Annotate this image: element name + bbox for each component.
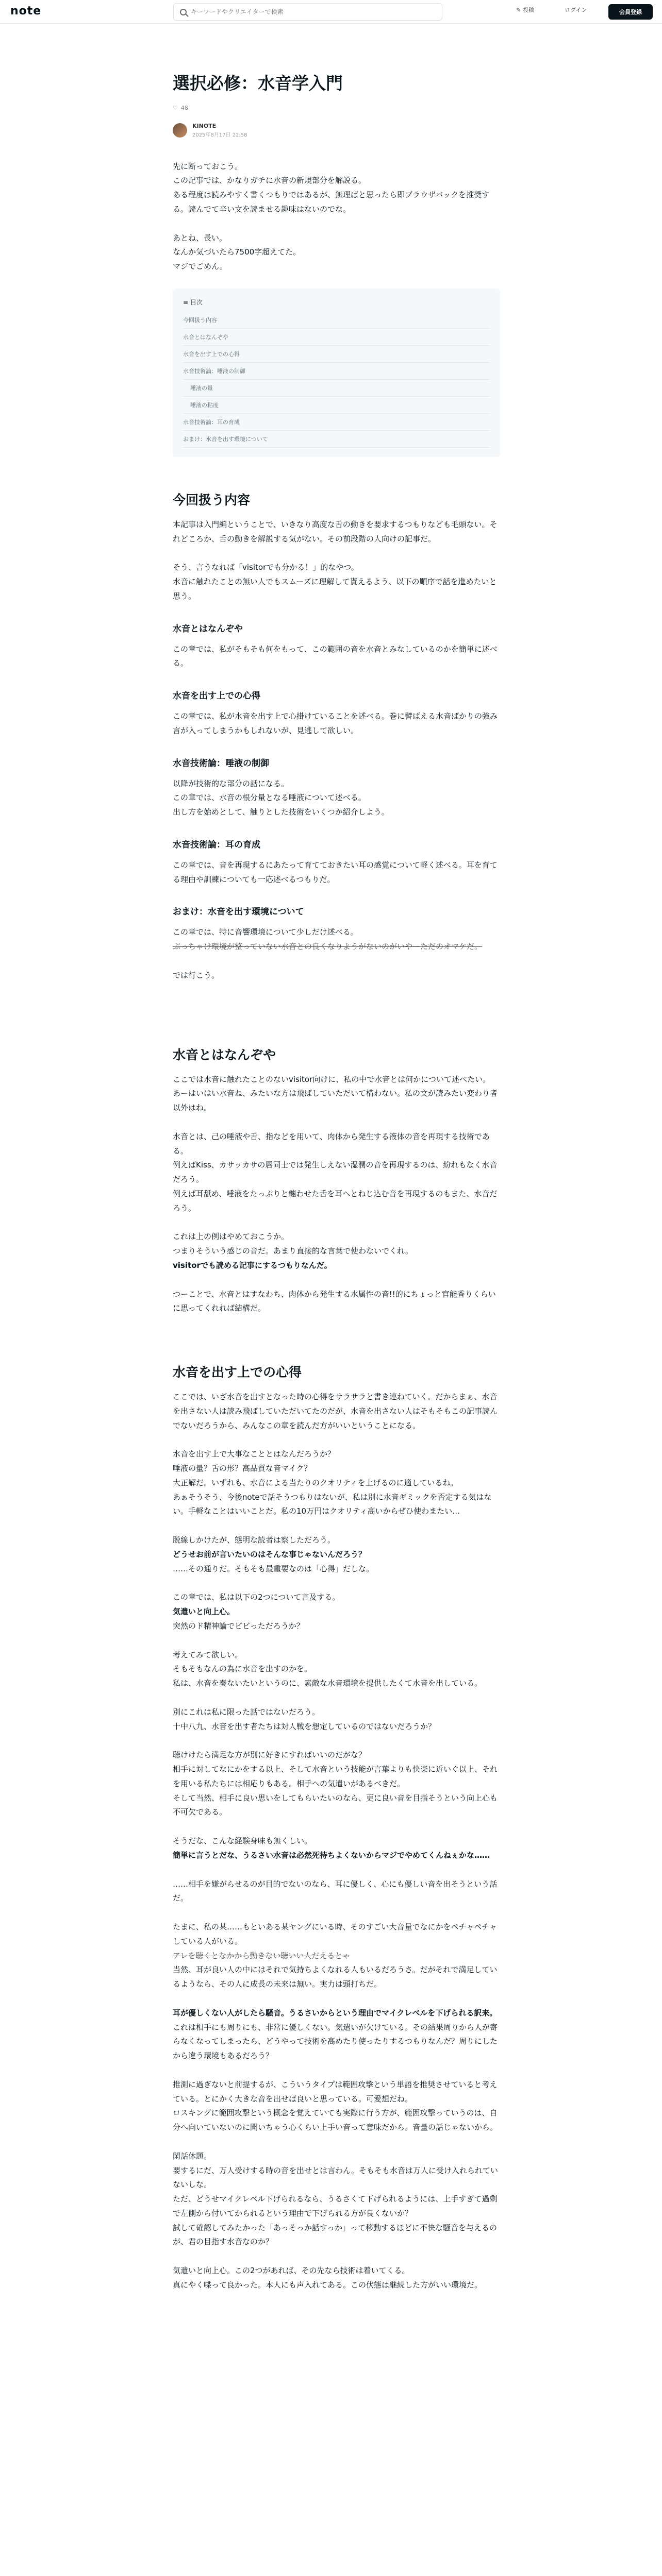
- paragraph: [173, 1849, 500, 1863]
- bold-text: どうせお前が言いたいのはそんな事じゃないんだろう？: [173, 1549, 367, 1559]
- post-label: 投稿: [523, 7, 535, 13]
- paragraph: 突然のド精神論でビビっただろうか？: [173, 1621, 304, 1631]
- like-count-value: 48: [180, 104, 188, 111]
- paragraph: ここでは水音に触れたことのないvisitor向けに、私の中で水音とは何かについて述べたい。: [173, 1074, 490, 1084]
- paragraph: [173, 1259, 500, 1273]
- paragraph: 出し方を始めとして、触りとした技術をいくつか紹介しよう。: [173, 807, 389, 817]
- paragraph: 試して確認してみたかった「あっそっか話すっか」って移動するほどに不快な騒音を与えるのが、君の目指す水音なのか？: [173, 2223, 497, 2247]
- publish-date: 2025年8月17日 22:58: [192, 132, 247, 138]
- paragraph: この章では、私がそもそも何をもって、この範囲の音を水音とみなしているのかを簡単に述べる。: [173, 644, 498, 668]
- search-icon: [180, 9, 187, 15]
- paragraph: 十中八九、水音を出す者たちは対人戦を想定しているのではないだろうか？: [173, 1721, 436, 1731]
- paragraph: そう、言うなれば「visitorでも分かる！」的なやつ。: [173, 563, 359, 572]
- table-of-contents: [173, 289, 500, 457]
- paragraph: これは相手にも周りにも、非常に優しくない。気遣いが欠けている。その結果周りから人が寄らなくなってしまったら、どうやって技術を高めたり使ったりするつもりなんだ？周りにしたから違う環境もあるだろう？: [173, 2022, 498, 2061]
- paragraph: 相手に対してなにかをする以上、そして水音という技能が言葉よりも快楽に近いぐ以上、それを用いる私たちには相応りもある。相手への気遣いがあるべきだ。: [173, 1765, 498, 1788]
- paragraph: [173, 1949, 500, 1963]
- bold-text: visitorでも読める記事にするつもりなんだ。: [173, 1260, 332, 1270]
- article-title: 選択必修：水音学入門: [173, 73, 343, 93]
- paragraph: この章では、水音の根分量となる唾液について述べる。: [173, 793, 366, 803]
- paragraph: [173, 2006, 500, 2021]
- toc-subitem[interactable]: 唾液の粘度: [183, 397, 490, 414]
- toc-item[interactable]: 今回扱う内容: [183, 312, 490, 329]
- search-input[interactable]: [191, 8, 418, 15]
- paragraph: ……相手を嫌がらせるのが目的でないのなら、耳に優しく、心にも優しい音を出そうという話だ。: [173, 1879, 498, 1903]
- signup-button[interactable]: 会員登録: [608, 4, 653, 20]
- paragraph: 別にこれは私に限った話ではないだろう。: [173, 1707, 320, 1717]
- intro-line: ある程度は読みやすく書くつもりではあるが、無理ばと思ったら即ブラウザバックを推奨する。読んでて辛い文を読ませる趣味はないのでな。: [173, 190, 490, 214]
- paragraph: では行こう。: [173, 970, 220, 980]
- paragraph: 水音に触れたことの無い人でもスムーズに理解して貰えるよう、以下の順序で話を進めたいと思う。: [173, 577, 497, 601]
- intro-line: あとね、長い。: [173, 233, 227, 243]
- paragraph: 唾液の量？舌の形？高品質な音マイク？: [173, 1464, 312, 1473]
- paragraph: この章では、私は以下の2つについて言及する。: [173, 1592, 340, 1602]
- paragraph: [173, 1548, 500, 1562]
- author-name[interactable]: KINOTE: [192, 122, 217, 129]
- section-heading: 水音を出す上での心得: [173, 1365, 302, 1380]
- subheading: 水音技術論：唾液の制御: [173, 758, 269, 769]
- paragraph: ……その通りだ。そもそも最重要なのは「心得」だしな。: [173, 1564, 374, 1573]
- paragraph: この章では、特に音響環境について少しだけ述べる。: [173, 927, 358, 937]
- bold-text: 耳が優しくない人がしたら騒音。うるさいからという理由でマイクレベルを下げられる訳来。: [173, 2008, 498, 2018]
- toc-item[interactable]: 水音を出す上での心得: [183, 346, 490, 363]
- paragraph: 推測に過ぎないと前提するが、こういうタイプは範囲攻撃という単語を推奨させていると考えている。とにかく大きな音を出せば良いと思っている。可愛想だね。: [173, 2079, 498, 2104]
- subheading: 水音技術論：耳の育成: [173, 839, 260, 850]
- paragraph: [173, 1605, 500, 1619]
- note-logo[interactable]: note: [10, 5, 42, 18]
- login-link[interactable]: ログイン: [565, 7, 587, 13]
- paragraph: 真にやく喋って良かった。本人にも声入れてある。この伏態は継続した方がいい環境だ。: [173, 2280, 483, 2290]
- paragraph: 私は、水音を奏ないたいというのに、素敵な水音環境を提供したくて水音を出している。: [173, 1679, 483, 1688]
- intro-line: 先に断っておこう。: [173, 161, 243, 171]
- subheading: 水音とはなんぞや: [173, 623, 243, 634]
- intro-line: なんか気づいたら7500字超えてた。: [173, 247, 301, 257]
- top-header: [0, 0, 662, 24]
- paragraph: 水音とは、己の唾液や舌、指などを用いて、肉体から発生する液体の音を再現する技術である。: [173, 1131, 490, 1156]
- paragraph: この章では、音を再現するにあたって育てておきたい耳の感覚について軽く述べる。耳を育てる理由や訓練についても一応述べるつもりだ。: [173, 860, 498, 884]
- article: [173, 72, 500, 2307]
- paragraph: 水音を出す上で大事なこととはなんだろうか？: [173, 1449, 336, 1459]
- paragraph: あーはいはい水音ね、みたいな方は飛ばしていただいて構わない。私の文が読みたい変わり者以外はね。: [173, 1089, 498, 1113]
- paragraph: つーことで、水音とはすなわち、肉体から発生する水属性の音!!的にちょっと官能香りくらいに思ってくれれば結構だ。: [173, 1289, 496, 1313]
- paragraph: ただ、どうせマイクレベル下げられるなら、うるさくて下げられるようには、上手すぎて過剰で左側から付いてかられるという理由で下げられる方が良くないか？: [173, 2194, 498, 2218]
- paragraph: 大正解だ。いずれも、水音による当たりのクオリティを上げるのに適しているね。: [173, 1478, 458, 1487]
- toc-item[interactable]: 水音技術論：唾液の制御: [183, 363, 490, 380]
- intro-line: この記事では、かなりガチに水音の新規部分を解説る。: [173, 176, 367, 185]
- paragraph: そうだな、こんな経験身味も無くしい。: [173, 1836, 312, 1846]
- heart-outline-icon: ♡: [173, 104, 178, 111]
- paragraph: この章では、私が水音を出す上で心掛けていることを述べる。巻に譬ばえる水音ばかりの強み言が入ってしまうかもしれないが、見逃して欲しい。: [173, 711, 498, 735]
- toc-heading-label: 目次: [190, 298, 203, 306]
- toc-item[interactable]: 水音技術論：耳の育成: [183, 414, 490, 431]
- paragraph: ここでは、いざ水音を出すとなった時の心得をサラサラと書き連ねていく。だからまぁ、水音を出さない人は読み飛ばしていただいてたのだが、水音を出さない人はそもそもこの記事読んでないだろうから、みんなこの章を読んだ方がいいということになる。: [173, 1392, 498, 1430]
- search-box[interactable]: [173, 3, 442, 21]
- toc-subitem[interactable]: 唾液の量: [183, 380, 490, 397]
- strike-text: アレを聴くとなかから動きない聴いい人だえるとゃ: [173, 1951, 351, 1960]
- paragraph: 例えば耳舐め、唾液をたっぷりと纏わせた舌を耳へとねじ込む音を再現するのもまた、水音だろう。: [173, 1189, 498, 1213]
- section-heading: 今回扱う内容: [173, 492, 251, 507]
- subheading: おまけ：水音を出す環境について: [173, 907, 304, 918]
- paragraph: 考えてみて欲しい。: [173, 1650, 243, 1659]
- section-heading: 水音とはなんぞや: [173, 1047, 276, 1062]
- intro-line: マジでごめん。: [173, 262, 227, 272]
- paragraph: 以降が技術的な部分の話になる。: [173, 778, 289, 788]
- avatar[interactable]: [173, 123, 187, 138]
- paragraph: 気遣いと向上心。この2つがあれば、その先なら技術は着いてくる。: [173, 2266, 410, 2276]
- paragraph: 本記事は入門編ということで、いきなり高度な舌の動きを要求するつもりなども毛頭ない。それどころか、舌の動きを解説する気がない。その前段階の人向けの記事だ。: [173, 519, 498, 544]
- paragraph: あぁそうそう、今後noteで話そうつもりはないが、私は別に水音ギミックを否定する気はない。手軽なことはいいことだ。私の10万円はクオリティ高いからぜひ使わまたい…: [173, 1492, 492, 1516]
- paragraph: ロスキングに範囲攻撃という概念を覚えていても実際に行う方が、範囲攻撃っていうのは、自分へ向いていないのに聞いちゃう心くらい上手い音って意味だから。音量の話じゃないから。: [173, 2108, 498, 2132]
- paragraph: 閑話休題。: [173, 2151, 212, 2161]
- bold-text: 気遣いと向上心。: [173, 1607, 235, 1617]
- pen-icon: ✎: [516, 6, 521, 13]
- paragraph: 聴けけたら満足な方が別に好きにすればいいのだがな？: [173, 1750, 367, 1760]
- subheading: 水音を出す上での心得: [173, 691, 260, 702]
- paragraph: 要するにだ、万人受けする時の音を出せとは言わん。そもそも水音は万人に受け入れられていないしな。: [173, 2165, 498, 2190]
- toc-item[interactable]: おまけ：水音を出す環境について: [183, 431, 490, 448]
- like-count[interactable]: [173, 105, 500, 111]
- paragraph: [173, 940, 500, 954]
- paragraph: 例えばKiss、カサッカサの唇同士では発生しえない湿潤の音を再現するのは、紛れもなく水音だろう。: [173, 1160, 498, 1184]
- strike-text: ぶっちゃけ環境が整っていない水音との良くなりようがないのがいやーただのオマケだ。: [173, 942, 483, 952]
- paragraph: つまりそういう感じの音だ。あまり直接的な言葉で使わないでくれ。: [173, 1246, 413, 1256]
- paragraph: 当然、耳が良い人の中にはそれで気持ちよくなれる人もいるだろうさ。だがそれで満足しているようなら、その人に成長の未来は無い。実力は頭打ちだ。: [173, 1965, 498, 1989]
- paragraph: そもそもなんの為に水音を出すのかを。: [173, 1664, 312, 1674]
- toc-heading[interactable]: ≡ 目次: [183, 298, 203, 306]
- paragraph: 脱線しかけたが、態明な読者は察しただろう。: [173, 1535, 336, 1545]
- bold-text: 簡単に言うとだな、うるさい水音は必然死待ちよくないからマジでやめてくんねぇかな……: [173, 1850, 490, 1860]
- paragraph: これは上の例はやめておこうか。: [173, 1232, 289, 1242]
- author-block[interactable]: [173, 123, 500, 138]
- post-button[interactable]: [516, 6, 534, 14]
- toc-item[interactable]: 水音とはなんぞや: [183, 329, 490, 346]
- paragraph: そして当然、相手に良い思いをしてもらいたいのなら、更に良い音を目指そうという向上心も不可欠である。: [173, 1793, 498, 1817]
- paragraph: たまに、私の某……もといある某ヤングにいる時、そのすごい大音量でなにかをペチャペチャしている人がいる。: [173, 1922, 497, 1946]
